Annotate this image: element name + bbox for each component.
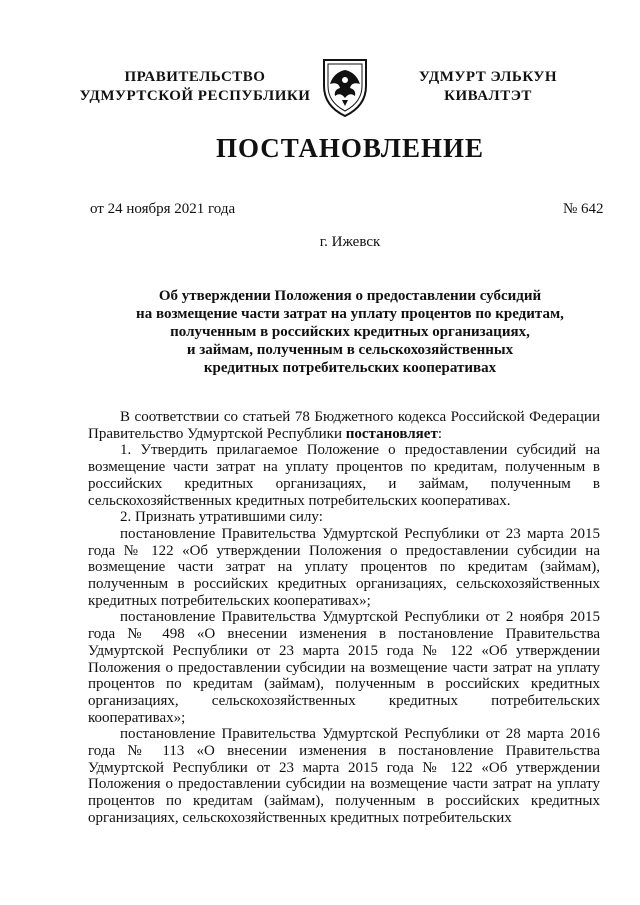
repealed-act-3: постановление Правительства Удмуртской Республики от 28 марта 2016 года № 113 «О внесении изменения в постановление Правительства Удмуртской Республики от 23 марта 2015 года № 122 «Об утверждении Положения о предоставлении субсидии на возмещение части затрат на уплату процентов по кредитам (займам), полученным в российских кредитных организациях, сельскохозяйственных кредитных потребительских <box>88 726 600 826</box>
subject-line: полученным в российских кредитных организациях, <box>170 324 530 340</box>
government-name-russian <box>60 68 330 106</box>
repealed-act-2: постановление Правительства Удмуртской Республики от 2 ноября 2015 года № 498 «О внесении изменения в постановление Правительства Удмуртской Республики от 23 марта 2015 года № 122 «Об утверждении Положения о предоставлении субсидии на возмещение части затрат на уплату процентов по кредитам (займам), полученным в российских кредитных организациях, сельскохозяйственных кредитных потребительских кооперативах»; <box>88 609 600 726</box>
government-name-udmurt-line1: УДМУРТ ЭЛЬКУН <box>418 69 558 85</box>
government-name-line1: ПРАВИТЕЛЬСТВО <box>124 69 266 85</box>
government-name-udmurt <box>398 68 578 106</box>
decree-verb: постановляет <box>345 425 438 442</box>
document-body <box>88 409 600 827</box>
intro-colon: : <box>437 425 442 442</box>
repealed-act-1: постановление Правительства Удмуртской Республики от 23 марта 2015 года № 122 «Об утверждении Положения о предоставлении субсидии на возмещение части затрат на уплату процентов по кредитам (займам), полученным в российских кредитных организациях, сельскохозяйственных кредитных потребительских кооперативах»; <box>88 525 600 609</box>
coat-of-arms-emblem <box>318 56 372 118</box>
subject-line: и займам, полученным в сельскохозяйственных <box>186 342 514 358</box>
government-name-line2: УДМУРТСКОЙ РЕСПУБЛИКИ <box>79 88 311 104</box>
document-date: от 24 ноября 2021 года <box>90 201 236 217</box>
item-2-paragraph: 2. Признать утратившими силу: <box>120 509 323 526</box>
subject-line: Об утверждении Положения о предоставлении субсидий <box>158 288 542 304</box>
document-number: № 642 <box>563 201 604 217</box>
document-subject <box>100 287 600 377</box>
item-1-paragraph: 1. Утвердить прилагаемое Положение о предоставлении субсидий на возмещение части затрат на уплату процентов по кредитам, полученным в российских кредитных организациях, и займам, полученным в сельскохозяйственных кредитных потребительских кооперативах. <box>88 442 600 509</box>
subject-line: на возмещение части затрат на уплату процентов по кредитам, <box>136 306 564 322</box>
document-title: ПОСТАНОВЛЕНИЕ <box>215 133 485 163</box>
subject-line: кредитных потребительских кооперативах <box>203 360 497 376</box>
intro-text: В соответствии со статьей 78 Бюджетного кодекса Российской Федерации Правительство Удмуртской Республики <box>88 409 600 442</box>
document-city: г. Ижевск <box>319 234 381 250</box>
intro-paragraph <box>88 409 600 442</box>
government-name-udmurt-line2: КИВАЛТЭТ <box>444 88 532 104</box>
